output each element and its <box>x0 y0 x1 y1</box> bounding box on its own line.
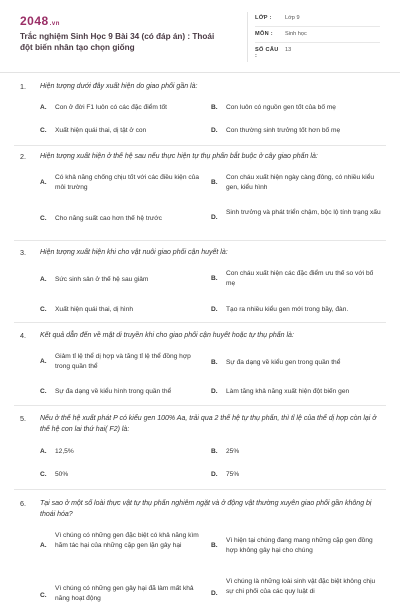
question-1 <box>20 82 385 142</box>
option-text: Có khả năng chống chịu tốt với các điều kiện của môi trường <box>55 174 199 191</box>
option-letter: D. <box>211 471 218 478</box>
option-text: Cho năng suất cao hơn thế hệ trước <box>55 215 162 222</box>
option-text: 12,5% <box>55 448 74 455</box>
meta-count-label: SỐ CÂU : <box>255 47 279 59</box>
option-letter: A. <box>40 448 47 455</box>
meta-class-label: LỚP : <box>255 15 272 21</box>
question-divider <box>14 489 386 490</box>
question-text: Hiện tượng xuất hiện ở thế hệ sau nếu thực hiện tự thụ phấn bắt buộc ở cây giao phấn là: <box>40 153 318 160</box>
option-letter: A. <box>40 358 47 365</box>
option-letter: A. <box>40 276 47 283</box>
header-divider <box>247 12 248 62</box>
option-letter: A. <box>40 542 47 549</box>
option-letter: D. <box>211 590 218 597</box>
question-number: 4. <box>20 331 26 340</box>
question-number: 3. <box>20 248 26 257</box>
option-letter: B. <box>211 359 218 366</box>
option-letter: A. <box>40 179 47 186</box>
option-text: Sự đa dạng về kiểu gen trong quần thể <box>226 359 341 366</box>
option-letter: C. <box>40 215 47 222</box>
option-text: Vì hiện tại chúng đang mang những cặp gen đồng hợp không gây hại cho chúng <box>226 537 373 554</box>
meta-divider <box>255 26 380 27</box>
option-letter: C. <box>40 306 47 313</box>
meta-class-value[interactable]: Lớp 9 <box>285 15 300 21</box>
option-text: Con thường sinh trưởng tốt hơn bố mẹ <box>226 127 341 134</box>
site-logo[interactable] <box>20 14 60 28</box>
option-text: Con ở đời F1 luôn có các đặc điểm tốt <box>55 104 168 111</box>
option-text: Vì chúng là những loài sinh vật đặc biệt không chịu sự chi phối của các quy luật di <box>226 578 376 595</box>
option-text: Tạo ra nhiều kiểu gen mới trong bầy, đàn. <box>226 306 349 313</box>
page-title: Trắc nghiệm Sinh Học 9 Bài 34 (có đáp án) : Thoái đột biến nhân tạo chọn giống <box>20 32 215 52</box>
option-text: Con cháu xuất hiện ngày càng đông, có nhiều kiểu gen, kiểu hình <box>226 174 375 191</box>
question-text: Tại sao ở một số loài thực vật tự thụ phấn nghiêm ngặt và ở động vật thường xuyên giao phối gần không bị thoái hóa? <box>40 500 372 518</box>
option-letter: B. <box>211 542 218 549</box>
option-letter: C. <box>40 592 47 599</box>
option-letter: C. <box>40 471 47 478</box>
question-number: 1. <box>20 82 26 91</box>
option-letter: B. <box>211 448 218 455</box>
question-2 <box>20 152 385 240</box>
question-divider <box>14 405 386 406</box>
question-3 <box>20 248 385 318</box>
option-text: Làm tăng khả năng xuất hiện đột biến gen <box>226 388 350 395</box>
meta-divider <box>255 42 380 43</box>
question-divider <box>14 145 386 146</box>
option-letter: B. <box>211 179 218 186</box>
option-letter: B. <box>211 275 218 282</box>
option-letter: D. <box>211 306 218 313</box>
option-text: 50% <box>55 471 69 478</box>
option-letter: D. <box>211 214 218 221</box>
question-divider <box>14 322 386 323</box>
meta-count-value: 13 <box>285 47 292 53</box>
question-text: Hiện tượng xuất hiện khi cho vật nuôi giao phối cận huyết là: <box>40 249 228 256</box>
option-text: 75% <box>226 471 240 478</box>
question-text: Kết quả dẫn đến về mặt di truyền khi cho giao phối cận huyết hoặc tự thụ phấn là: <box>40 332 294 339</box>
option-letter: D. <box>211 388 218 395</box>
option-letter: B. <box>211 104 218 111</box>
logo-text: 2048 <box>20 14 49 28</box>
option-text: Vì chúng có những gen đặc biệt có khả năng kìm hãm tác hại của những cặp gen lặn gây hại <box>55 532 199 549</box>
question-divider <box>14 240 386 241</box>
option-text: Con luôn có nguồn gen tốt của bố mẹ <box>226 104 336 111</box>
option-text: Giảm tỉ lệ thể dị hợp và tăng tỉ lệ thể đồng hợp trong quần thể <box>55 353 191 370</box>
option-text: Con cháu xuất hiện các đặc điểm ưu thế so với bố mẹ <box>226 270 374 287</box>
option-letter: C. <box>40 388 47 395</box>
question-text: Nếu ở thế hệ xuất phát P có kiểu gen 100% Aa, trải qua 2 thế hệ tự thụ phấn, thì tỉ lệ của thể dị hợp còn lại ở thế hệ con lai thứ hai( F2) là: <box>40 415 377 433</box>
option-text: Sự đa dạng về kiểu hình trong quần thể <box>55 388 172 395</box>
option-text: Xuất hiện quái thai, dị tật ở con <box>55 127 147 134</box>
question-number: 5. <box>20 414 26 423</box>
option-letter: C. <box>40 127 47 134</box>
option-text: Vì chúng có những gen gây hại đã làm mất khả năng hoạt động <box>55 585 194 602</box>
question-number: 6. <box>20 499 26 508</box>
option-letter: A. <box>40 104 47 111</box>
option-text: Xuất hiện quái thai, dị hình <box>55 306 134 313</box>
option-text: 25% <box>226 448 240 455</box>
logo-suffix: .vn <box>49 21 60 27</box>
question-6 <box>20 499 385 600</box>
option-text: Sinh trưởng và phát triển chậm, bộc lộ tính trạng xấu <box>226 209 381 216</box>
meta-subject-value[interactable]: Sinh học <box>285 31 307 37</box>
meta-subject-label: MÔN : <box>255 31 273 37</box>
option-text: Sức sinh sản ở thế hệ sau giảm <box>55 276 149 283</box>
page-header <box>0 0 400 73</box>
question-5 <box>20 414 385 484</box>
question-number: 2. <box>20 152 26 161</box>
option-letter: D. <box>211 127 218 134</box>
question-text: Hiện tượng dưới đây xuất hiện do giao phối gần là: <box>40 83 198 90</box>
question-4 <box>20 331 385 401</box>
